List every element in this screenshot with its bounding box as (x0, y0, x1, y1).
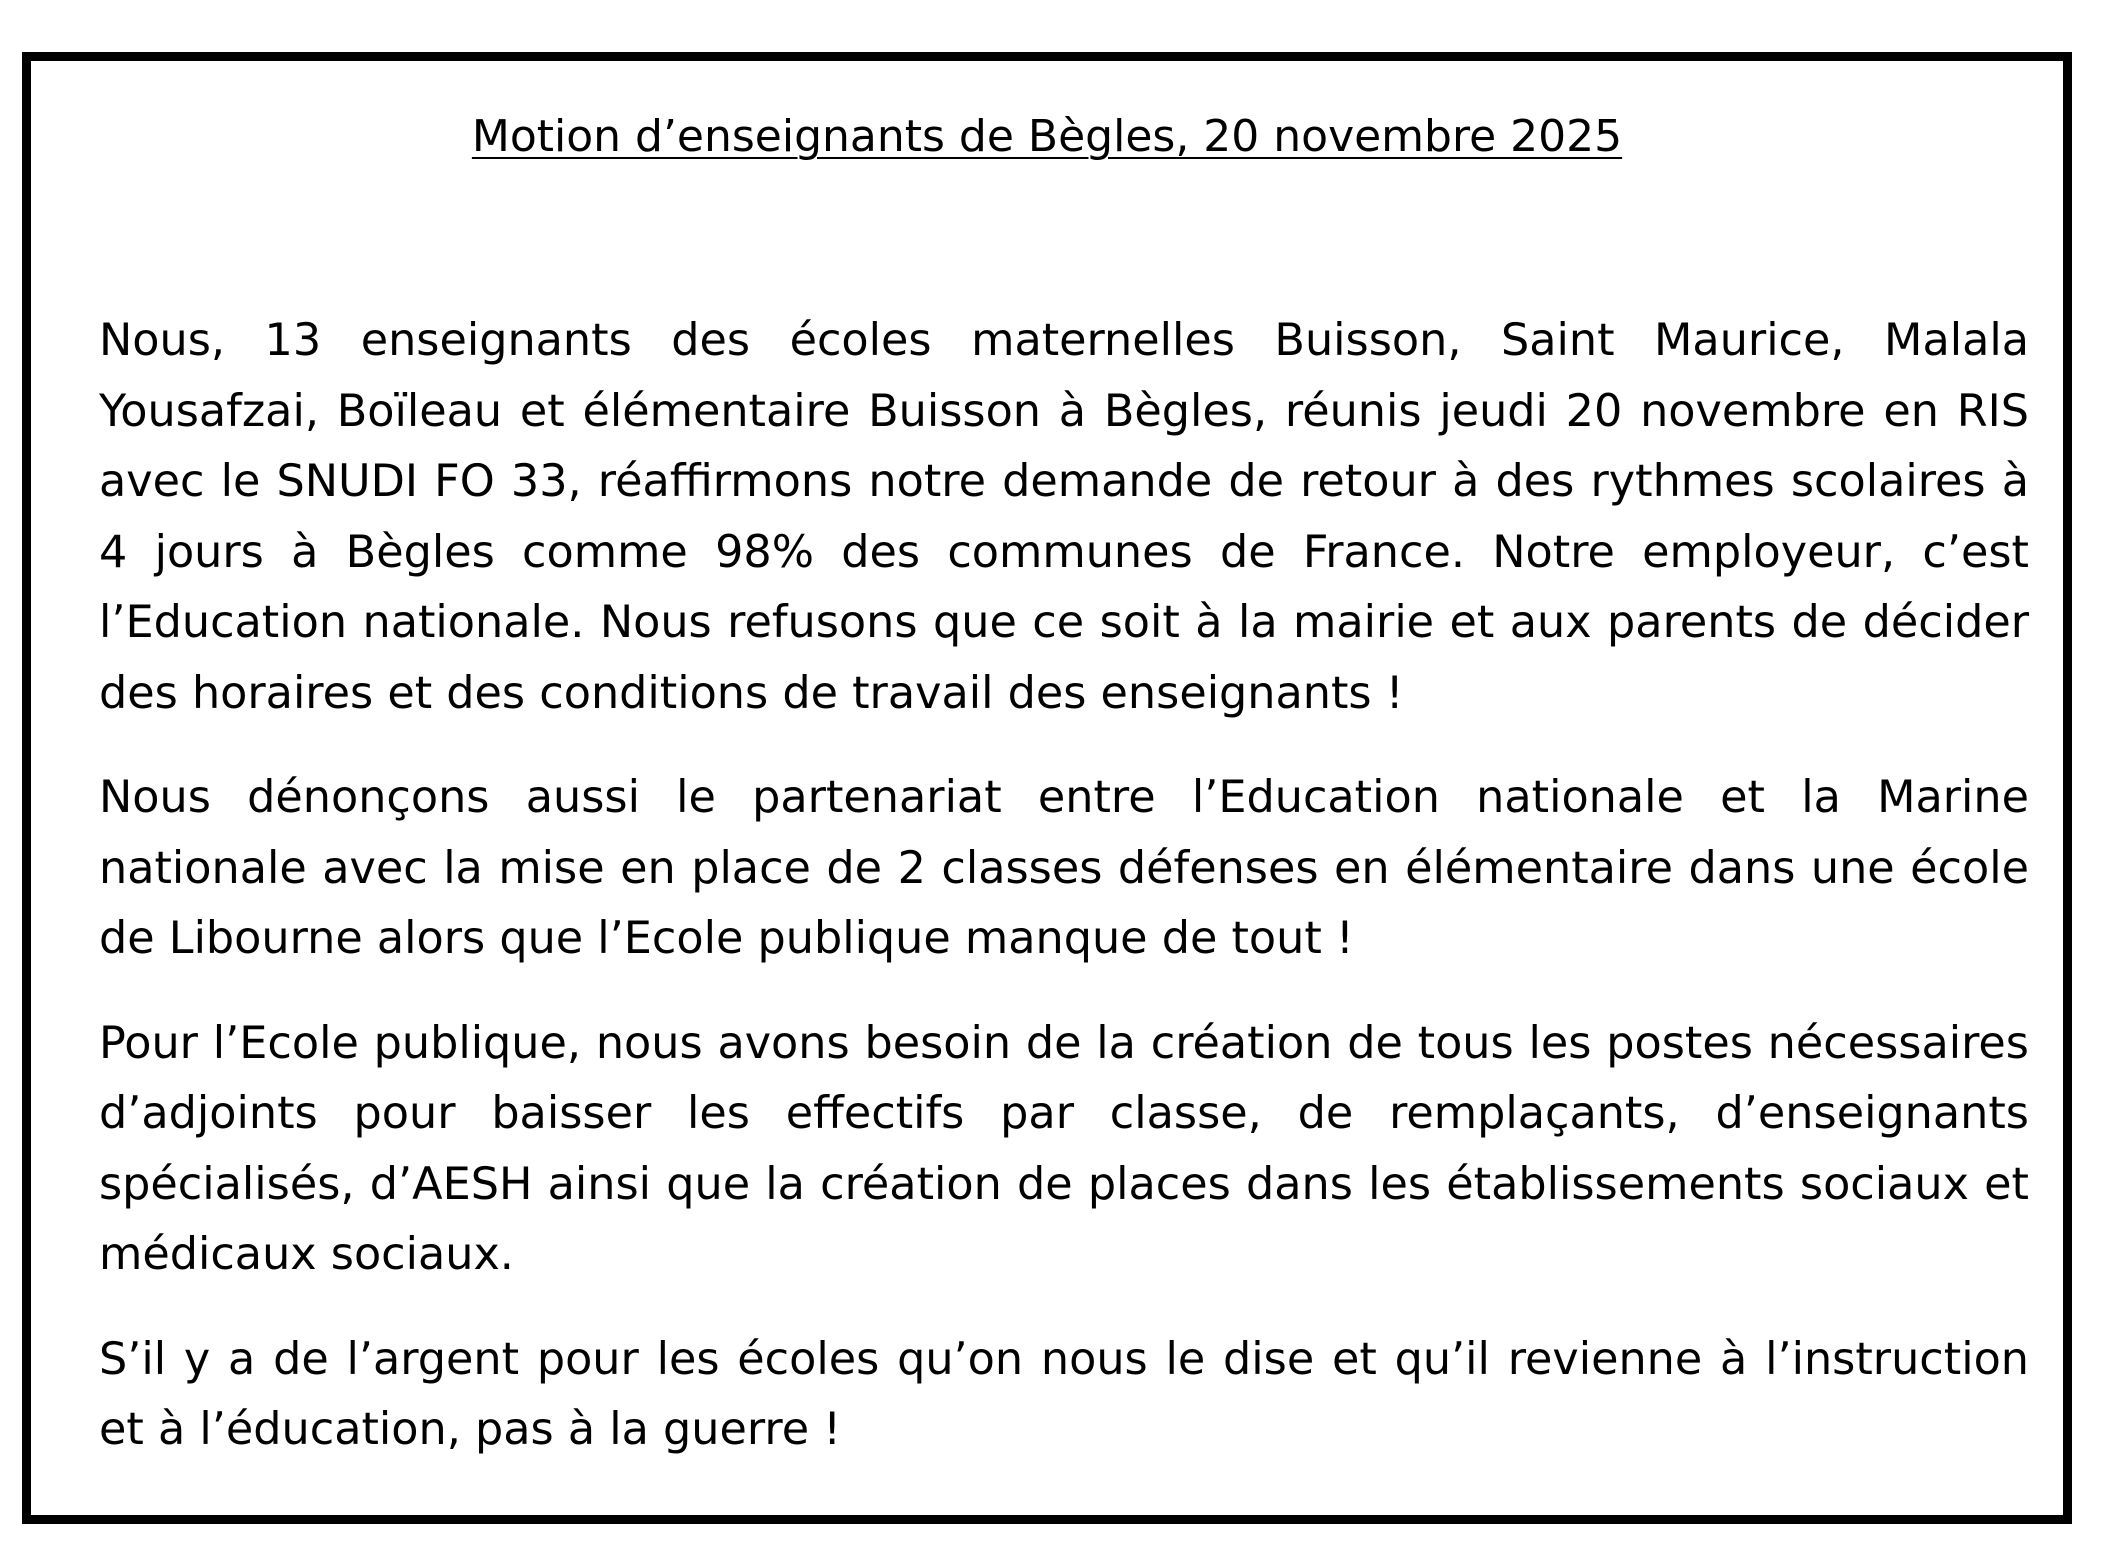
paragraph-argent-ecoles: S’il y a de l’argent pour les écoles qu’on nous le dise et qu’il revienne à l’instruction et à l’éducation, pas à la guerre ! (99, 1333, 2029, 1455)
document-body (99, 306, 2029, 1500)
document-frame (22, 52, 2072, 1524)
document-title: Motion d’enseignants de Bègles, 20 novembre 2025 (471, 111, 1623, 162)
paragraph-rythmes-scolaires: Nous, 13 enseignants des écoles maternelles Buisson, Saint Maurice, Malala Yousafzai, Boïleau et élémentaire Buisson à Bègles, réunis jeudi 20 novembre en RIS avec le SNUDI FO 33, réaffirmons notre demande de retour à des rythmes scolaires à 4 jours à Bègles comme 98% des communes de France. Notre employeur, c’est l’Education nationale. Nous refusons que ce soit à la mairie et aux parents de décider des horaires et des conditions de travail des enseignants ! (99, 315, 2029, 719)
paragraph-postes-necessaires: Pour l’Ecole publique, nous avons besoin de la création de tous les postes nécessaires d’adjoints pour baisser les effectifs par classe, de remplaçants, d’enseignants spécialisés, d’AESH ainsi que la création de places dans les établissements sociaux et médicaux sociaux. (99, 1017, 2029, 1280)
paragraph-partenariat-marine: Nous dénonçons aussi le partenariat entre l’Education nationale et la Marine nationale avec la mise en place de 2 classes défenses en élémentaire dans une école de Libourne alors que l’Ecole publique manque de tout ! (99, 772, 2029, 964)
